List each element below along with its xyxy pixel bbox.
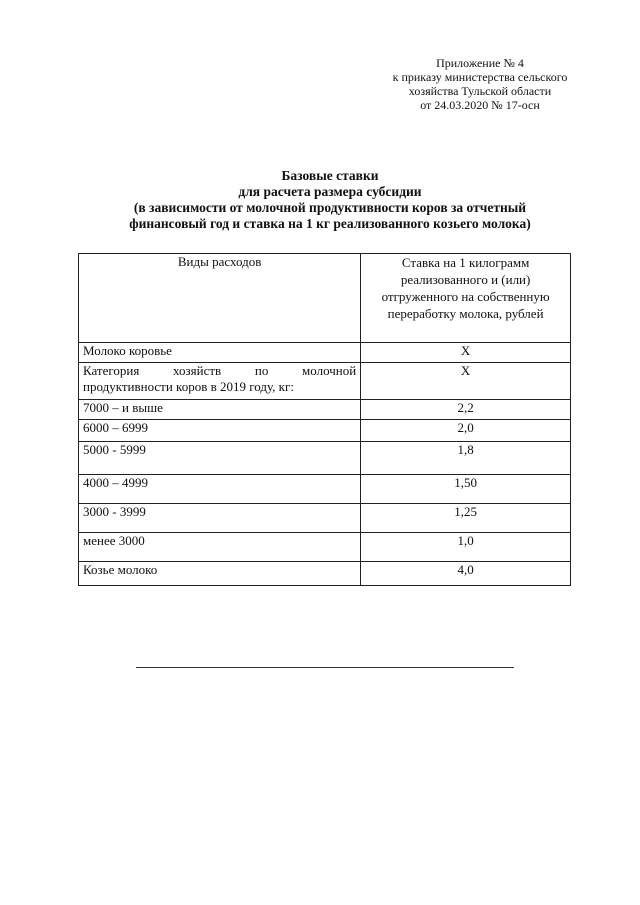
table-row [79, 420, 571, 442]
row-label: 4000 – 4999 [79, 475, 361, 504]
table-row [79, 475, 571, 504]
table-row [79, 562, 571, 586]
row-value: 1,50 [361, 475, 571, 504]
title-line-4: финансовый год и ставка на 1 кг реализованного козьего молока) [129, 216, 531, 231]
appendix-order-ref: к приказу министерства сельского [392, 70, 568, 84]
row-value: Х [361, 363, 571, 400]
document-title [60, 168, 600, 232]
appendix-number: Приложение № 4 [436, 56, 524, 70]
table-row [79, 343, 571, 363]
appendix-order-date: от 24.03.2020 № 17-осн [420, 98, 540, 112]
row-label: 6000 – 6999 [79, 420, 361, 442]
table-row [79, 442, 571, 475]
title-line-1: Базовые ставки [281, 168, 379, 183]
row-value: 2,0 [361, 420, 571, 442]
row-value: 1,8 [361, 442, 571, 475]
row-value: 4,0 [361, 562, 571, 586]
row-label: 7000 – и выше [79, 400, 361, 420]
rates-table [78, 253, 571, 586]
row-label: 3000 - 3999 [79, 504, 361, 533]
table-row [79, 504, 571, 533]
row-value: 2,2 [361, 400, 571, 420]
title-line-3: (в зависимости от молочной продуктивности коров за отчетный [133, 200, 527, 215]
row-value: Х [361, 343, 571, 363]
row-value: 1,25 [361, 504, 571, 533]
row-label: Категория хозяйств по молочной продуктивности коров в 2019 году, кг: [79, 363, 361, 400]
table-header-row [79, 254, 571, 343]
closing-rule-divider [136, 667, 514, 668]
row-label: Молоко коровье [79, 343, 361, 363]
table-row [79, 533, 571, 562]
row-value: 1,0 [361, 533, 571, 562]
row-label: менее 3000 [79, 533, 361, 562]
table-row [79, 400, 571, 420]
row-label: 5000 - 5999 [79, 442, 361, 475]
table-row [79, 363, 571, 400]
header-rate: Ставка на 1 килограмм реализованного и (или) отгруженного на собственную переработку молока, рублей [361, 254, 571, 343]
appendix-block [370, 56, 590, 112]
appendix-ministry: хозяйства Тульской области [408, 84, 552, 98]
row-label: Козье молоко [79, 562, 361, 586]
header-expense-types: Виды расходов [79, 254, 361, 343]
title-line-2: для расчета размера субсидии [238, 184, 422, 199]
